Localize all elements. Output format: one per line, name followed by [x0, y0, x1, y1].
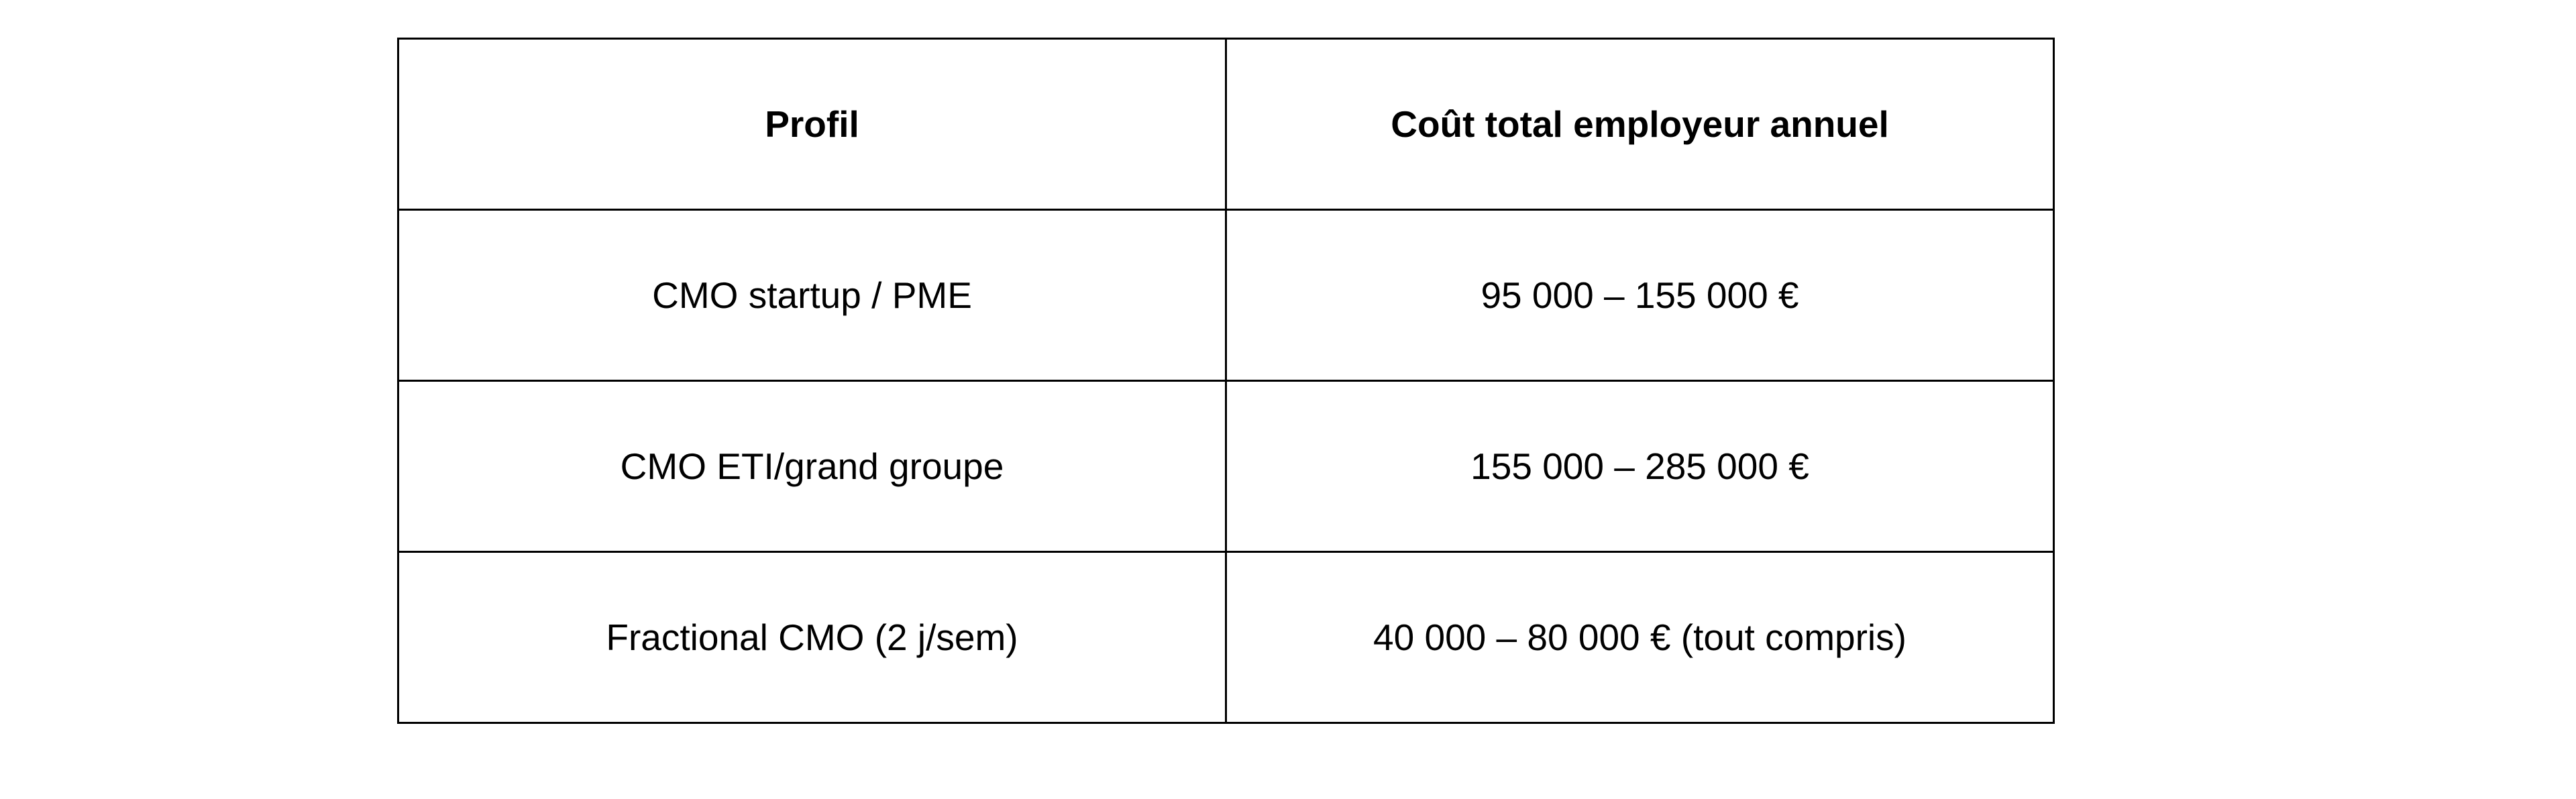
cell-profil: CMO ETI/grand groupe [398, 381, 1226, 552]
header-cout-total: Coût total employeur annuel [1226, 39, 2054, 210]
cell-cout: 95 000 – 155 000 € [1226, 210, 2054, 381]
table-row [398, 210, 2054, 381]
table-row [398, 381, 2054, 552]
table-header-row [398, 39, 2054, 210]
cell-cout: 40 000 – 80 000 € (tout compris) [1226, 552, 2054, 723]
cell-cout: 155 000 – 285 000 € [1226, 381, 2054, 552]
table-row [398, 552, 2054, 723]
cell-profil: CMO startup / PME [398, 210, 1226, 381]
document-page [397, 38, 2055, 724]
cost-table [397, 38, 2055, 724]
header-profil: Profil [398, 39, 1226, 210]
cell-profil: Fractional CMO (2 j/sem) [398, 552, 1226, 723]
